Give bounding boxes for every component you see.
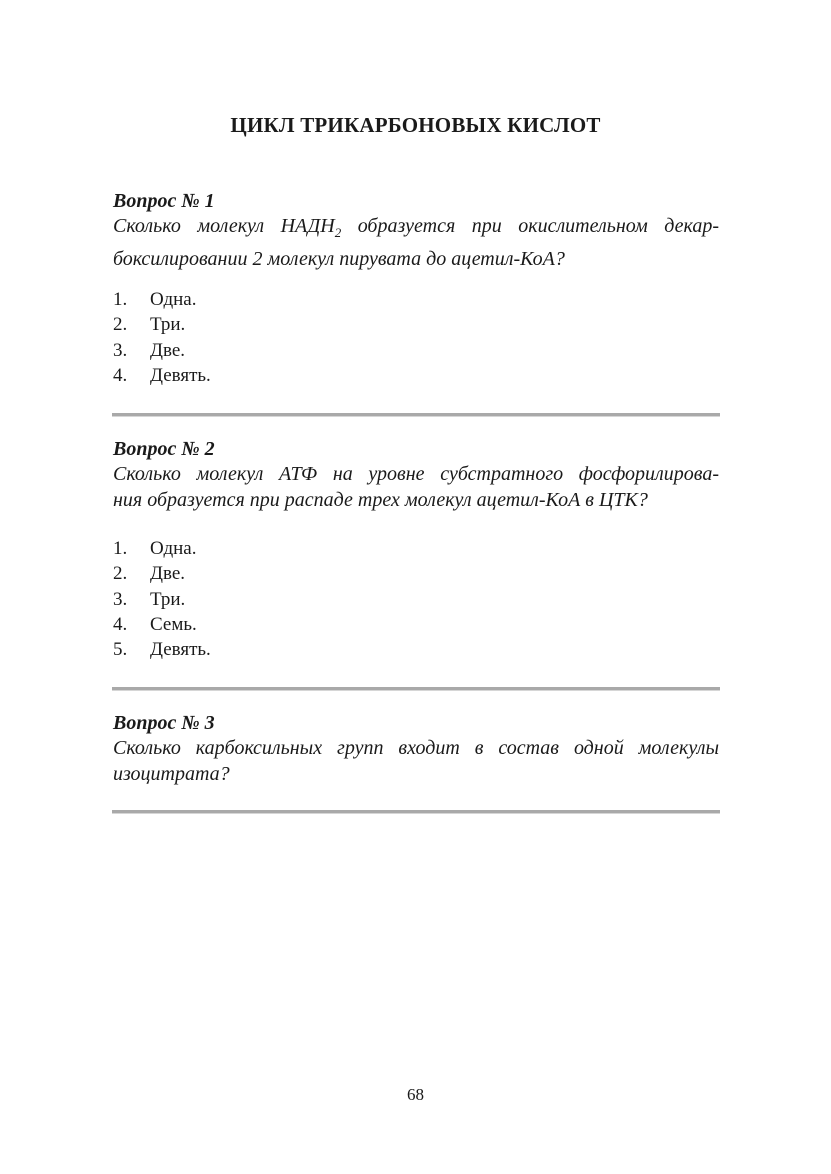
option-item xyxy=(113,612,211,637)
option-label: Две. xyxy=(150,339,186,361)
option-number: 3. xyxy=(113,588,128,610)
option-number: 1. xyxy=(113,538,128,559)
question-1-text-line-1 xyxy=(113,213,719,246)
option-number: 4. xyxy=(113,613,128,635)
question-2-text xyxy=(113,461,719,513)
question-3-heading: Вопрос № 3 xyxy=(113,712,215,734)
option-item xyxy=(113,363,211,388)
question-2-text-line-2: ния образуется при распаде трех молекул ацетил-КоА в ЦТК? xyxy=(113,489,648,511)
section-divider xyxy=(112,687,720,691)
option-item xyxy=(113,561,211,586)
option-label: Одна. xyxy=(150,289,197,310)
question-1 xyxy=(113,189,719,272)
option-label: Девять. xyxy=(150,639,211,661)
question-3-text-line-2: изоцитрата? xyxy=(113,763,230,785)
question-1-options xyxy=(113,287,211,388)
question-2-heading: Вопрос № 2 xyxy=(113,438,215,460)
section-divider xyxy=(112,413,720,417)
option-number: 3. xyxy=(113,339,128,361)
option-label: Три. xyxy=(150,314,186,336)
option-label: Две. xyxy=(150,563,186,585)
option-item xyxy=(113,312,211,337)
question-1-subscript: 2 xyxy=(334,225,342,240)
question-1-text-line-2: боксилировании 2 молекул пирувата до ацетил-КоА? xyxy=(113,248,565,270)
option-label: Три. xyxy=(150,588,186,610)
question-3-text-line-1: Сколько карбоксильных групп входит в состав одной молекулы xyxy=(113,737,719,759)
question-1-text-line-1-end: образуется при окислительном декар- xyxy=(341,215,719,237)
question-1-text-line-1-start: Сколько молекул НАДН xyxy=(113,215,335,237)
question-1-text xyxy=(113,213,719,272)
option-label: Девять. xyxy=(150,364,211,386)
question-3-text xyxy=(113,735,719,787)
question-2 xyxy=(113,437,719,513)
option-item xyxy=(113,637,211,662)
option-item xyxy=(113,287,211,312)
question-1-heading: Вопрос № 1 xyxy=(113,190,215,212)
page-number: 68 xyxy=(407,1085,424,1104)
question-2-options xyxy=(113,536,211,662)
option-number: 2. xyxy=(113,563,128,585)
option-item xyxy=(113,587,211,612)
option-label: Семь. xyxy=(150,613,197,635)
option-item xyxy=(113,536,211,561)
question-3 xyxy=(113,711,719,787)
question-2-text-line-1: Сколько молекул АТФ на уровне субстратного фосфорилирова- xyxy=(113,463,719,485)
option-label: Одна. xyxy=(150,538,197,559)
option-item xyxy=(113,338,211,363)
option-number: 4. xyxy=(113,364,128,386)
section-divider xyxy=(112,810,720,814)
option-number: 1. xyxy=(113,289,128,310)
page-title: ЦИКЛ ТРИКАРБОНОВЫХ КИСЛОТ xyxy=(230,113,601,137)
option-number: 2. xyxy=(113,314,128,336)
option-number: 5. xyxy=(113,639,128,661)
